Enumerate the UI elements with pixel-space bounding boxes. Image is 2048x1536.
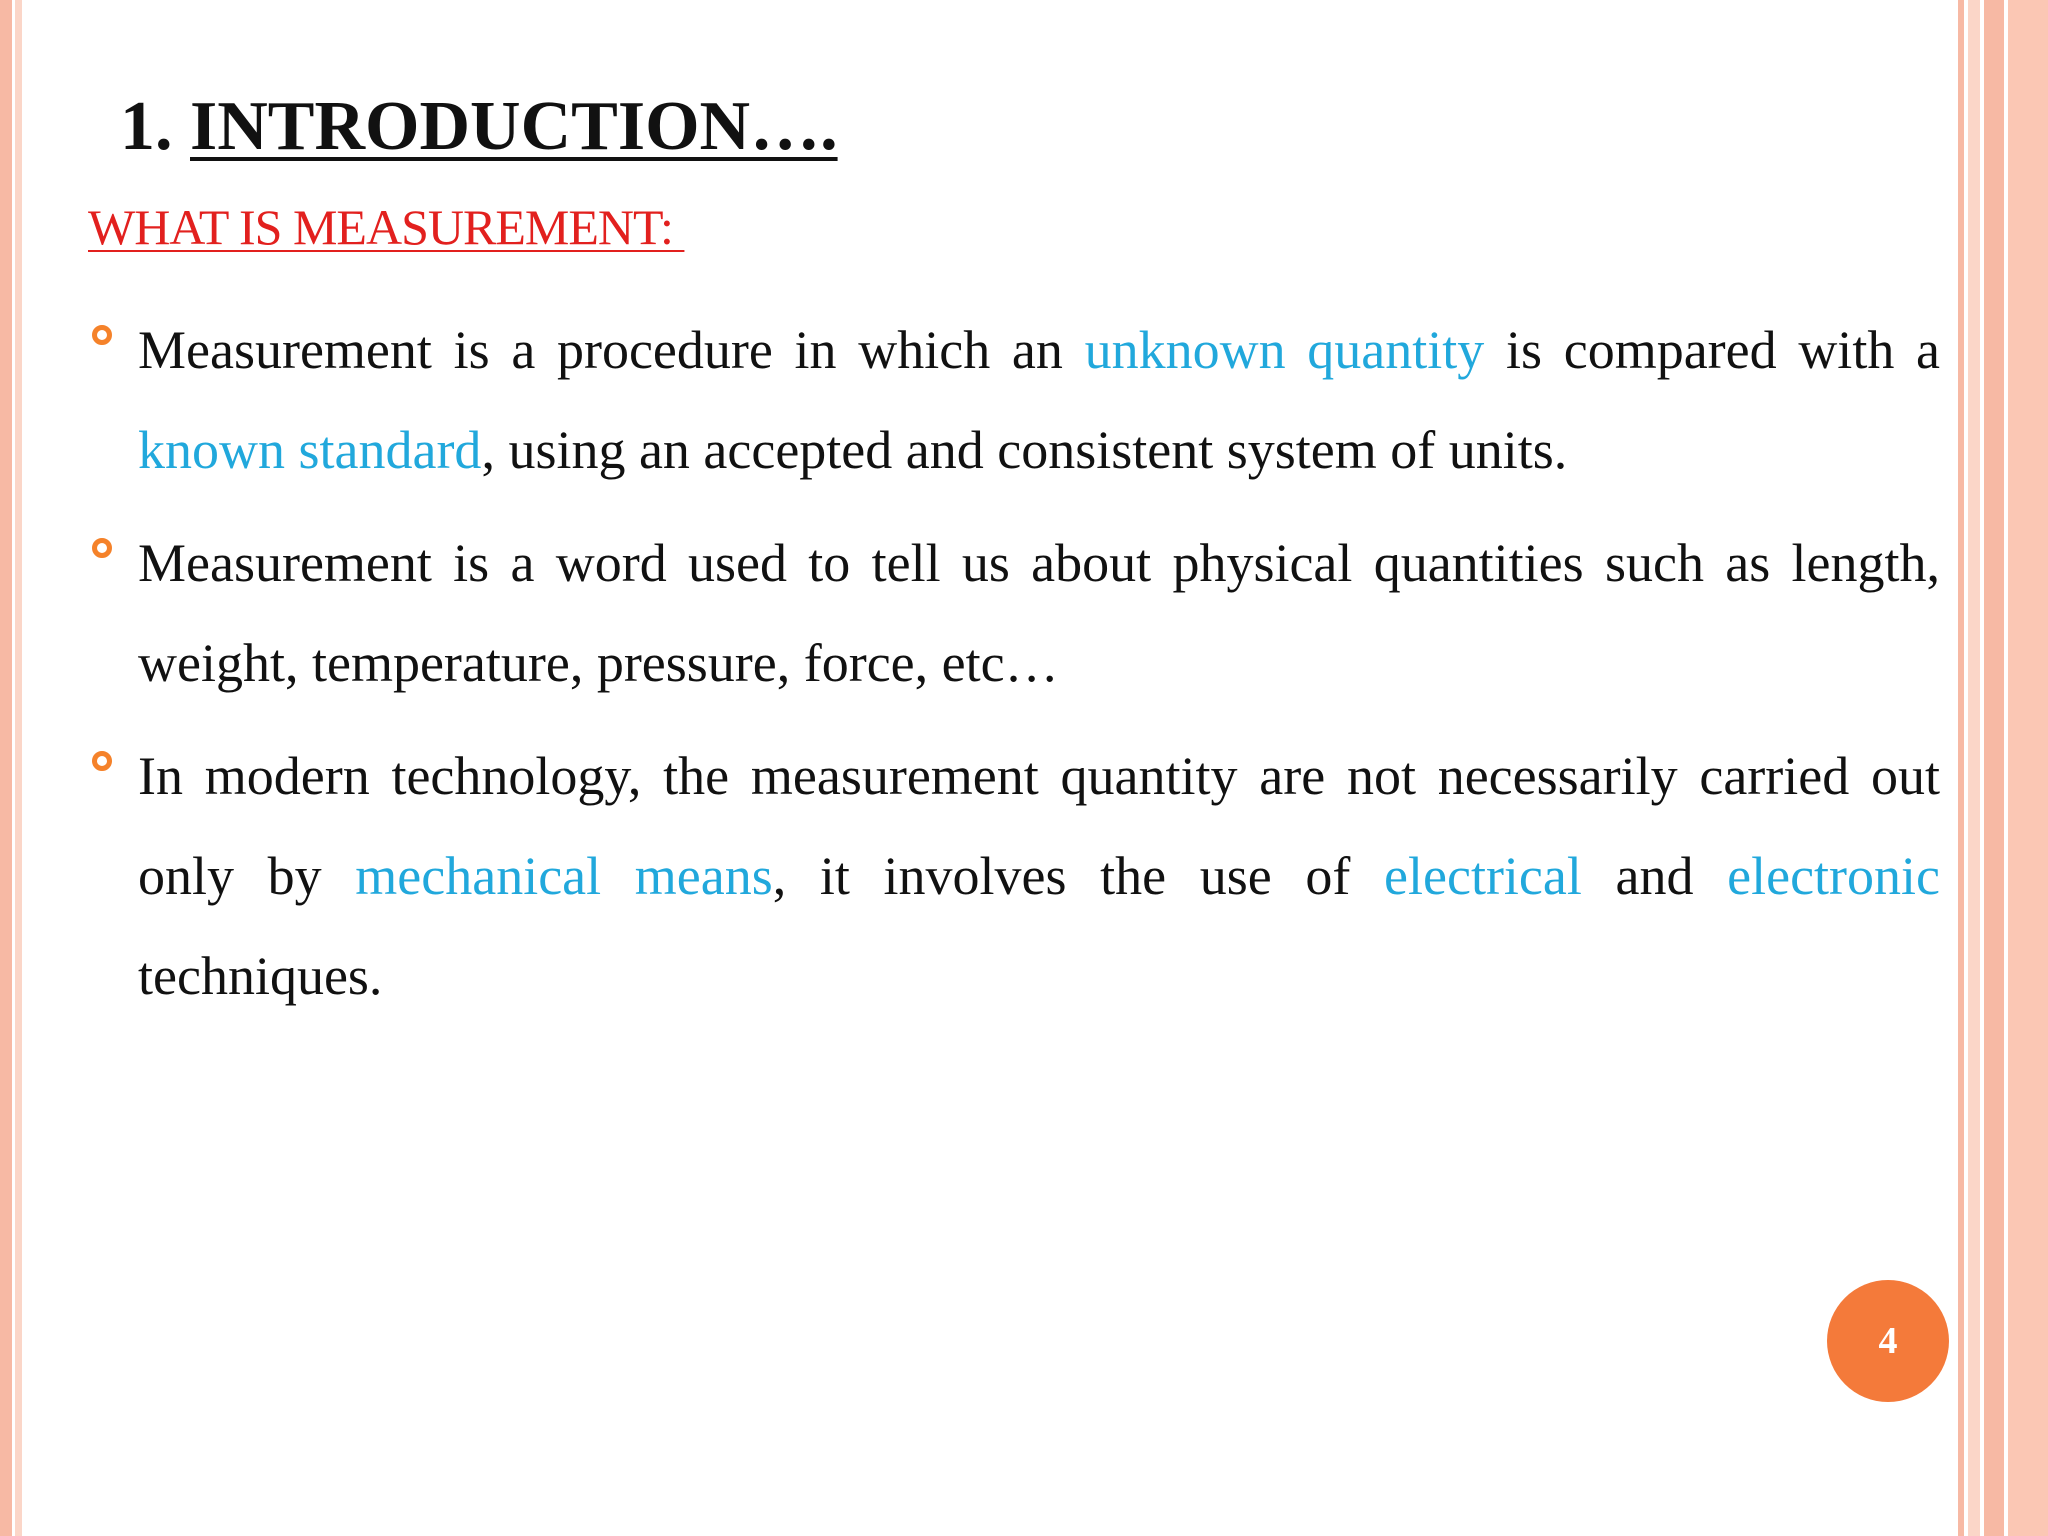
bullet-item [138,513,1940,713]
highlight-term: known standard [138,420,482,480]
bullet-text: , it involves the use of [772,846,1385,906]
title-text: INTRODUCTION…. [190,88,838,165]
bullet-circle-icon [92,538,112,558]
bullet-text: and [1581,846,1728,906]
right-border-stripe-4 [2008,0,2048,1536]
highlight-term: mechanical means [355,846,773,906]
page-number-badge [1827,1280,1949,1402]
bullet-circle-icon [92,751,112,771]
highlight-term: electronic [1727,846,1940,906]
bullet-circle-icon [92,325,112,345]
bullet-text: In modern technology, the measurement quantity are not necessarily carried out only by [138,746,1940,906]
page-number: 4 [1878,1320,1898,1362]
bullet-text: is compared with a [1484,320,1940,380]
left-border-stripe [0,0,12,1536]
slide-subtitle: WHAT IS MEASUREMENT: [88,199,685,255]
right-border-stripe-2 [1968,0,1980,1536]
right-border-stripe-1 [1958,0,1964,1536]
slide-title [120,88,838,165]
highlight-term: electrical [1384,846,1582,906]
highlight-term: unknown quantity [1084,320,1485,380]
bullet-item [138,300,1940,500]
bullet-text: Measurement is a word used to tell us about physical quantities such as length, weight, temperature, pressure, force, etc… [138,533,1940,693]
bullet-text: , using an accepted and consistent system of units. [481,420,1568,480]
title-number: 1. [120,88,190,165]
left-border-stripe-inner [15,0,22,1536]
bullet-item [138,726,1940,1026]
right-border-stripe-3 [1984,0,2004,1536]
bullet-list [138,300,1940,1039]
bullet-text: Measurement is a procedure in which an [138,320,1085,380]
bullet-text: techniques. [138,946,383,1006]
